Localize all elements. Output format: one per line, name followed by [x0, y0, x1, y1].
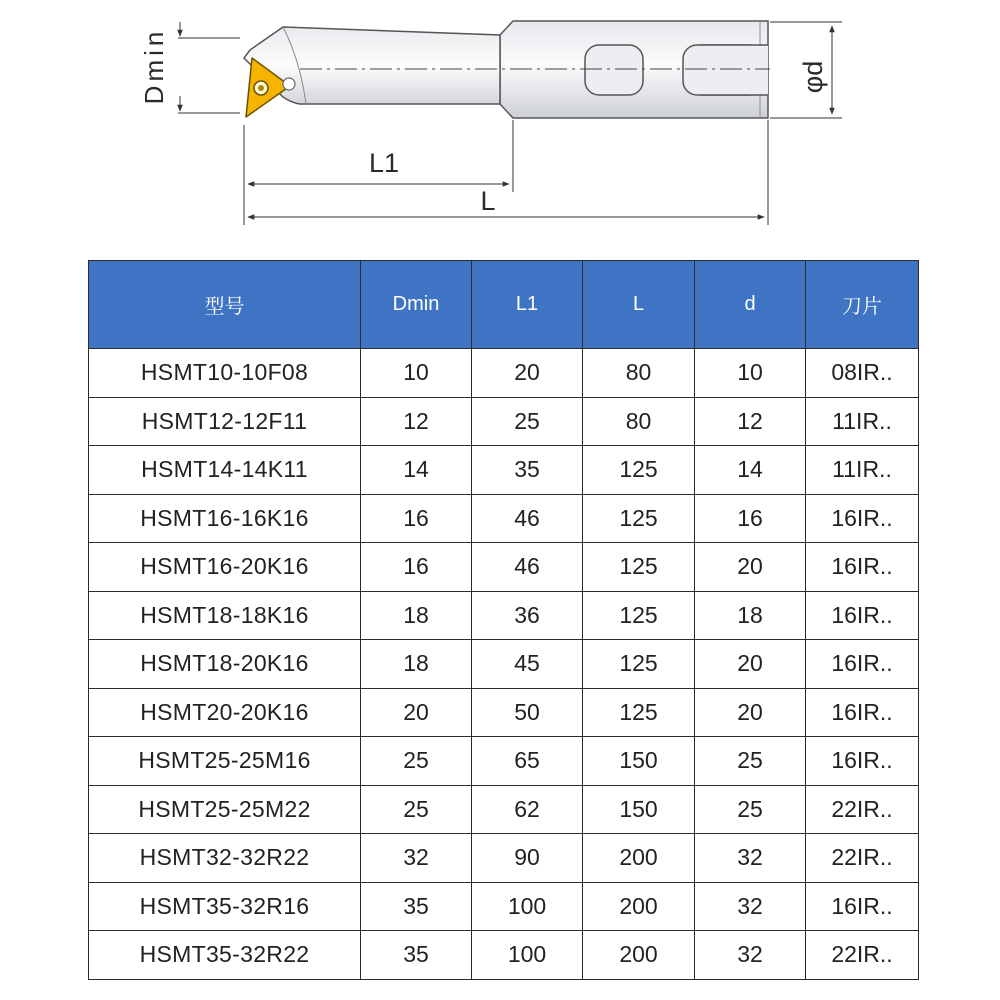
cell-model: HSMT25-25M16	[89, 737, 361, 786]
cell-model: HSMT16-16K16	[89, 494, 361, 543]
cell-l1: 90	[472, 834, 583, 883]
cell-l: 150	[583, 785, 695, 834]
cell-l1: 35	[472, 446, 583, 495]
cell-insert: 16IR..	[806, 640, 919, 689]
cell-dmin: 14	[361, 446, 472, 495]
cell-insert: 22IR..	[806, 931, 919, 980]
cell-dmin: 16	[361, 494, 472, 543]
cell-l1: 25	[472, 397, 583, 446]
table-row	[89, 834, 919, 883]
cell-l: 200	[583, 834, 695, 883]
table-row	[89, 543, 919, 592]
cell-insert: 22IR..	[806, 785, 919, 834]
cell-l: 80	[583, 349, 695, 398]
cell-model: HSMT16-20K16	[89, 543, 361, 592]
cell-l1: 100	[472, 882, 583, 931]
cell-dmin: 10	[361, 349, 472, 398]
cell-l: 125	[583, 543, 695, 592]
phi-d-label: φd	[798, 60, 828, 94]
cell-dmin: 25	[361, 737, 472, 786]
cell-dmin: 35	[361, 931, 472, 980]
table-row	[89, 882, 919, 931]
cell-d: 32	[695, 882, 806, 931]
cell-d: 20	[695, 640, 806, 689]
cell-l1: 65	[472, 737, 583, 786]
cell-l: 125	[583, 494, 695, 543]
cell-insert: 16IR..	[806, 737, 919, 786]
cell-model: HSMT18-20K16	[89, 640, 361, 689]
cell-d: 25	[695, 737, 806, 786]
header-row	[89, 261, 919, 349]
l-dimension	[248, 186, 764, 217]
cell-l1: 100	[472, 931, 583, 980]
col-header-insert: 刀片	[806, 261, 919, 349]
cell-d: 25	[695, 785, 806, 834]
cell-model: HSMT20-20K16	[89, 688, 361, 737]
cell-d: 20	[695, 688, 806, 737]
cell-l1: 62	[472, 785, 583, 834]
cell-insert: 16IR..	[806, 591, 919, 640]
l1-dimension	[248, 148, 509, 184]
cell-model: HSMT18-18K16	[89, 591, 361, 640]
tool-body	[244, 21, 770, 118]
cell-l1: 46	[472, 543, 583, 592]
col-header-model: 型号	[89, 261, 361, 349]
cell-l: 150	[583, 737, 695, 786]
cell-l: 200	[583, 931, 695, 980]
cell-l1: 20	[472, 349, 583, 398]
l1-label: L1	[368, 148, 400, 178]
cell-d: 18	[695, 591, 806, 640]
spec-table	[88, 260, 919, 980]
cell-insert: 16IR..	[806, 543, 919, 592]
cell-dmin: 32	[361, 834, 472, 883]
dmin-label: Dmin	[139, 27, 169, 105]
cell-l: 200	[583, 882, 695, 931]
cell-insert: 16IR..	[806, 494, 919, 543]
cell-l1: 36	[472, 591, 583, 640]
table-row	[89, 397, 919, 446]
cell-model: HSMT35-32R16	[89, 882, 361, 931]
table-row	[89, 349, 919, 398]
cell-d: 10	[695, 349, 806, 398]
cell-dmin: 18	[361, 640, 472, 689]
cell-dmin: 20	[361, 688, 472, 737]
cell-model: HSMT25-25M22	[89, 785, 361, 834]
col-header-l1: L1	[472, 261, 583, 349]
table-row	[89, 785, 919, 834]
cell-model: HSMT32-32R22	[89, 834, 361, 883]
cell-dmin: 25	[361, 785, 472, 834]
cell-d: 32	[695, 931, 806, 980]
cell-l1: 50	[472, 688, 583, 737]
cell-insert: 16IR..	[806, 882, 919, 931]
cell-insert: 16IR..	[806, 688, 919, 737]
cell-dmin: 12	[361, 397, 472, 446]
l-label: L	[480, 186, 496, 216]
cell-dmin: 35	[361, 882, 472, 931]
cell-insert: 08IR..	[806, 349, 919, 398]
tool-drawing	[0, 0, 1000, 250]
cell-d: 12	[695, 397, 806, 446]
dmin-dimension	[139, 22, 180, 111]
cell-l: 80	[583, 397, 695, 446]
cell-d: 14	[695, 446, 806, 495]
table-row	[89, 591, 919, 640]
cell-d: 32	[695, 834, 806, 883]
cell-dmin: 18	[361, 591, 472, 640]
cell-l: 125	[583, 591, 695, 640]
cell-dmin: 16	[361, 543, 472, 592]
col-header-dmin: Dmin	[361, 261, 472, 349]
shank-flat-left	[585, 45, 643, 95]
cell-l1: 46	[472, 494, 583, 543]
cell-model: HSMT10-10F08	[89, 349, 361, 398]
table-row	[89, 737, 919, 786]
cell-l: 125	[583, 640, 695, 689]
cell-d: 16	[695, 494, 806, 543]
cell-l: 125	[583, 446, 695, 495]
cell-insert: 11IR..	[806, 446, 919, 495]
col-header-d: d	[695, 261, 806, 349]
table-body	[89, 349, 919, 980]
col-header-l: L	[583, 261, 695, 349]
table-row	[89, 931, 919, 980]
table-row	[89, 494, 919, 543]
cell-insert: 22IR..	[806, 834, 919, 883]
table-row	[89, 446, 919, 495]
cell-model: HSMT12-12F11	[89, 397, 361, 446]
cell-l1: 45	[472, 640, 583, 689]
cell-model: HSMT35-32R22	[89, 931, 361, 980]
cell-model: HSMT14-14K11	[89, 446, 361, 495]
cell-insert: 11IR..	[806, 397, 919, 446]
phi-d-dimension	[798, 26, 832, 114]
table-row	[89, 688, 919, 737]
table-row	[89, 640, 919, 689]
cell-d: 20	[695, 543, 806, 592]
cell-l: 125	[583, 688, 695, 737]
